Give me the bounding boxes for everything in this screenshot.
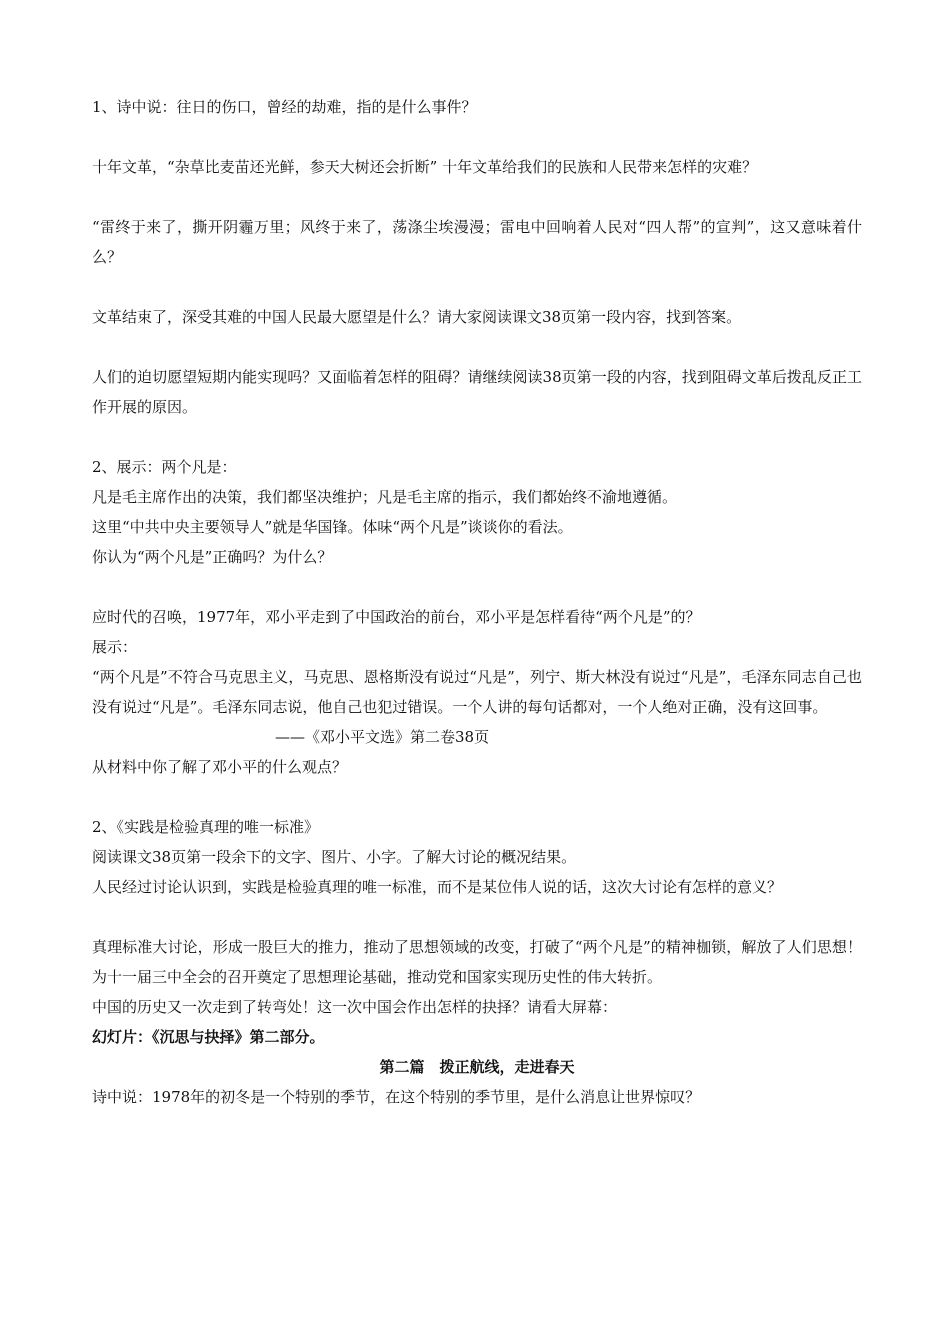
show-label: 展示： [92,638,138,656]
thunder-paragraph: “雷终于来了，撕开阴霾万里；风终于来了，荡涤尘埃漫漫；雷电中回响着人民对“四人帮”的宣判”，这又意味着什么？ [92,218,862,266]
leader-paragraph: 这里“中共中央主要领导人”就是华国锋。体味“两个凡是”谈谈你的看法。 [92,518,573,536]
deng-citation: ——《邓小平文选》第二卷38页 [275,728,490,746]
question-1: 1、诗中说：往日的伤口，曾经的劫难，指的是什么事件？ [92,98,477,116]
deng-question: 从材料中你了解了邓小平的什么观点？ [92,758,348,776]
question-2-question: 你认为“两个凡是”正确吗？为什么？ [92,548,333,566]
slide-label: 幻灯片：《沉思与抉择》第二部分。 [92,1028,325,1046]
deng-intro: 应时代的召唤，1977年，邓小平走到了中国政治的前台，邓小平是怎样看待“两个凡是”的？ [92,608,701,626]
question-2-title: 2、展示：两个凡是： [92,458,237,476]
wish-paragraph: 文革结束了，深受其难的中国人民最大愿望是什么？请大家阅读课文38页第一段内容，找到答案。 [92,308,742,326]
two-whatevers-quote: 凡是毛主席作出的决策，我们都坚决维护；凡是毛主席的指示，我们都始终不渝地遵循。 [92,488,678,506]
poem-question: 诗中说：1978年的初冬是一个特别的季节，在这个特别的季节里，是什么消息让世界惊叹？ [92,1088,701,1106]
obstacle-paragraph: 人们的迫切愿望短期内能实现吗？又面临着怎样的阻碍？请继续阅读38页第一段的内容，找到阻碍文革后拨乱反正工作开展的原因。 [92,368,862,416]
turning-point-paragraph: 中国的历史又一次走到了转弯处！这一次中国会作出怎样的抉择？请看大屏幕： [92,998,618,1016]
question-3-question: 人民经过讨论认识到，实践是检验真理的唯一标准，而不是某位伟人说的话，这次大讨论有怎样的意义？ [92,878,783,896]
chapter-title: 第二篇 拨正航线，走进春天 [379,1058,575,1076]
deng-quote: “两个凡是”不符合马克思主义，马克思、恩格斯没有说过“凡是”，列宁、斯大林没有说过“凡是”，毛泽东同志自己也没有说过“凡是”。毛泽东同志说，他自己也犯过错误。一个人讲的每句话都对，一个人绝对正确，没有这回事。 [92,668,862,716]
document-body [92,92,862,1112]
question-3-title: 2、《实践是检验真理的唯一标准》 [92,818,320,836]
reading-instruction: 阅读课文38页第一段余下的文字、图片、小字。了解大讨论的概况结果。 [92,848,577,866]
truth-discussion-paragraph: 真理标准大讨论，形成一股巨大的推力，推动了思想领域的改变，打破了“两个凡是”的精神枷锁，解放了人们思想！为十一届三中全会的召开奠定了思想理论基础，推动党和国家实现历史性的伟大转折。 [92,938,862,986]
question-1-answer: 十年文革，“杂草比麦苗还光鲜，参天大树还会折断” 十年文革给我们的民族和人民带来怎样的灾难？ [92,158,758,176]
